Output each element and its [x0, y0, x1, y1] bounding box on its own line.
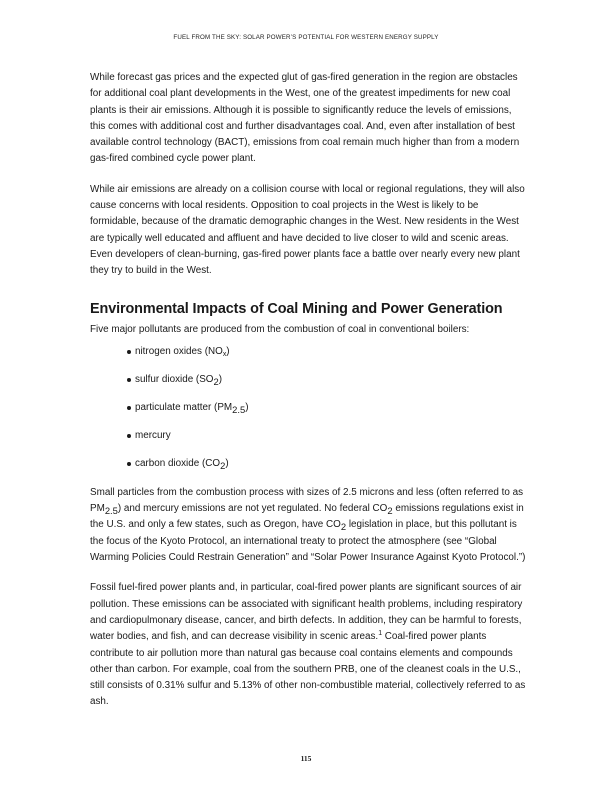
pollutant-list	[90, 345, 527, 471]
running-head: FUEL FROM THE SKY: SOLAR POWER’S POTENTIAL FOR WESTERN ENERGY SUPPLY	[173, 34, 439, 41]
list-item: particulate matter $(PM_{2.5})$	[127, 401, 527, 415]
footnote-marker: 1	[378, 630, 383, 638]
paragraph-air-pollution: Fossil fuel-fired power plants and, in particular, coal-fired power plants are significant sources of air pollution. These emissions can be associated with significant health problems, including respiratory and cardiopulmonary disease, cancer, and birth defects. In addition, they can be harmful to forests, water bodies, and fish, and can decrease visibility in scenic areas.$^1$ Coal-fired power plants contribute to air pollution more than natural gas because coal contains elements and compounds other than carbon. For example, coal from the southern PRB, one of the cleanest coals in the U.S., still consists of 0.31% sulfur and 5.13% of other non-combustible material, collectively referred to as ash.	[90, 582, 526, 708]
paragraph-gas-prices: While forecast gas prices and the expected glut of gas-fired generation in the region are obstacles for additional coal plant developments in the West, one of the greatest impediments for new coal plants is their air emissions. Although it is possible to significantly reduce the levels of emissions, this comes with additional cost and further disadvantages coal. And, even after installation of best available control technology (BACT), emissions from coal remain much higher than from a modern gas-fired combined cycle power plant.	[90, 72, 520, 165]
page-body	[90, 70, 527, 711]
section-heading: Environmental Impacts of Coal Mining and Power Generation	[90, 300, 503, 317]
list-item: sulfur dioxide $(SO_2)$	[127, 373, 527, 387]
list-item: nitrogen oxides $(NO_x)$	[127, 345, 527, 359]
list-item: mercury	[127, 429, 527, 443]
paragraph-unregulated-emissions: Small particles from the combustion process with sizes of 2.5 microns and less (often referred to as $PM_{2.5}$) and mercury emissions are not yet regulated. No federal $CO_2$ emissions regulations exist in the U.S. and only a few states, such as Oregon, have $CO_2$ legislation in place, but this pollutant is the focus of the Kyoto Protocol, an international treaty to protect the atmosphere (see “Global Warming Policies Could Restrain Generation” and “Solar Power Insurance Against Kyoto Protocol.”)	[90, 486, 526, 564]
page-number: 115	[300, 754, 312, 763]
paragraph-local-opposition: While air emissions are already on a collision course with local or regional regulations, they will also cause concerns with local residents. Opposition to coal projects in the West is likely to be formidable, because of the dramatic demographic changes in the West. New residents in the West are typically well educated and affluent and have decided to live closer to wild and scenic areas. Even developers of clean-burning, gas-fired power plants face a battle over nearly every new plant they try to build in the West.	[90, 183, 525, 277]
list-item: carbon dioxide $(CO_2)$	[127, 457, 527, 471]
section-intro: Five major pollutants are produced from the combustion of coal in conventional boilers:	[90, 323, 470, 335]
